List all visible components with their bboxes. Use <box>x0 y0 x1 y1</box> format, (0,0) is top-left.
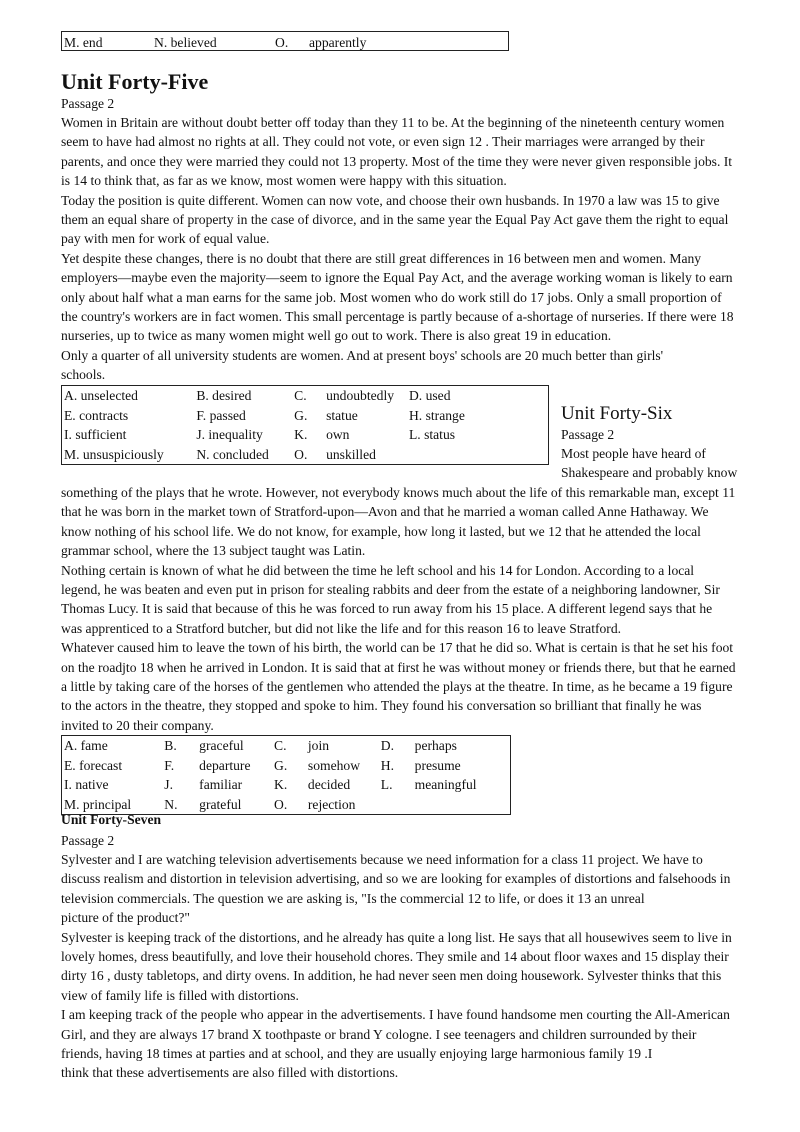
text-line: schools. <box>61 367 106 383</box>
text-line: that he was born in the market town of Stratford-upon—Avon and that he married a woman called Anne Hathaway. We <box>61 504 709 520</box>
option-cell <box>413 795 511 815</box>
text-line: parents, and once they were married they could not 13 property. Most of the time they were never given responsible jobs. It <box>61 153 733 169</box>
text-line: think that these advertisements are also filled with distortions. <box>61 1065 399 1081</box>
top-options-table <box>61 31 509 51</box>
option-cell: K. <box>274 777 288 792</box>
text-line: Today the position is quite different. Women can now vote, and choose their own husbands. In 1970 a law was 15 to give <box>61 192 720 208</box>
text-line: television commercials. The question we are asking is, "Is the commercial 12 to life, or does it 13 an unreal <box>61 890 645 906</box>
text-line: dirty 16 , dusty tabletops, and dirty ovens. In addition, he had never seen men doing housework. Sylvester thinks that this <box>61 968 722 984</box>
unit-47-title: Unit Forty-Seven <box>61 812 162 827</box>
option-n: N. believed <box>154 35 217 50</box>
text-line: something of the plays that he wrote. However, not everybody knows much about the life of this remarkable man, except 11 <box>61 485 736 500</box>
text-line: on the roadjto 18 when he arrived in London. It is said that at first he was without money or friends there, but that he earned <box>61 659 736 675</box>
option-cell: I. sufficient <box>64 427 127 442</box>
text-line: Only a quarter of all university students are women. And at present boys' schools are 20 much better than girls' <box>61 347 664 363</box>
text-line: Shakespeare and probably know <box>561 465 738 481</box>
option-cell <box>407 445 549 465</box>
option-m: M. end <box>64 35 103 50</box>
option-cell: C. <box>274 738 287 753</box>
option-cell: unskilled <box>326 446 376 462</box>
option-cell: departure <box>199 757 251 773</box>
option-cell: M. principal <box>64 796 132 812</box>
table-row <box>62 406 549 426</box>
text-line: know nothing of his school life. We do not know, for example, how long it lasted, but we 12 that he attended the local <box>61 523 701 539</box>
text-line: to the actors in the theatre, they stopped and spoke to him. They found his conversation so brilliant that finally he was <box>61 698 702 714</box>
option-cell: H. strange <box>408 407 465 423</box>
text-line: Sylvester and I are watching television advertisements because we need information for a class 11 project. We have to <box>61 852 703 867</box>
option-cell: O. <box>274 796 288 812</box>
text-line: the country's workers are in fact women. This small percentage is partly because of a-shortage of nurseries. If there were 18 <box>61 309 734 325</box>
text-line: grammar school, where the 13 subject taught was Latin. <box>61 543 366 559</box>
text-line: lovely homes, dress beautifully, and love their household chores. They smile and 14 about floor waxes and 15 display their <box>61 949 729 965</box>
text-line: discuss realism and distortion in television advertising, and so we are looking for examples of distortions and falsehoods in <box>61 871 731 887</box>
option-o-letter: O. <box>275 35 289 50</box>
text-line: Women in Britain are without doubt better off today than they 11 to be. At the beginning of the nineteenth century women <box>61 115 725 130</box>
option-cell: M. unsuspiciously <box>64 446 164 462</box>
option-cell: B. <box>164 738 177 753</box>
option-cell: G. <box>294 407 308 423</box>
option-cell: familiar <box>199 777 243 792</box>
option-cell: E. forecast <box>64 757 123 773</box>
text-line: I am keeping track of the people who appear in the advertisements. I have found handsome men courting the All-American <box>61 1007 730 1023</box>
table-row <box>62 756 511 776</box>
table-row <box>62 386 549 406</box>
text-line: a little by taking care of the horses of the gentlemen who attended the plays at the theatre. In time, as he became a 19 figure <box>61 679 733 695</box>
option-cell: L. status <box>408 427 456 442</box>
option-cell: own <box>326 427 350 442</box>
text-line: employers—maybe even the majority—seem to ignore the Equal Pay Act, and the average working woman is likely to earn <box>61 270 733 286</box>
unit-45-passage-label: Passage 2 <box>61 96 115 111</box>
option-cell: B. desired <box>196 388 252 403</box>
unit-46-options-table <box>61 735 511 815</box>
option-cell: presume <box>414 757 461 773</box>
option-cell: N. <box>164 796 178 812</box>
option-cell: join <box>307 738 330 753</box>
option-cell: E. contracts <box>64 407 129 423</box>
option-cell: J. <box>164 777 173 792</box>
option-cell: statue <box>326 407 358 423</box>
text-line: nurseries, up to twice as many women might well go out to work. There is also great 19 in education. <box>61 328 612 344</box>
option-cell: F. <box>164 757 175 773</box>
option-cell: perhaps <box>414 738 457 753</box>
option-cell: A. unselected <box>64 388 138 403</box>
option-cell: D. <box>380 738 394 753</box>
option-o-word: apparently <box>309 35 367 50</box>
text-line: them an equal share of property in the case of divorce, and in the same year the Equal Pay Act gave them the right to equal <box>61 212 729 228</box>
table-row <box>62 775 511 795</box>
text-line: Nothing certain is known of what he did between the time he left school and his 14 for London. According to a local <box>61 562 695 578</box>
text-line: was apprenticed to a Stratford butcher, but did not like the life and for this reason 16 to leave Stratford. <box>61 620 622 636</box>
option-cell: graceful <box>199 738 244 753</box>
text-line: is 14 to think that, as far as we know, most women were happy with this situation. <box>61 173 507 189</box>
option-cell: J. inequality <box>196 427 263 442</box>
option-cell: D. used <box>408 388 451 403</box>
text-line: picture of the product?" <box>61 910 190 926</box>
text-line: Most people have heard of <box>561 446 706 461</box>
unit-45-title: Unit Forty-Five <box>61 69 209 94</box>
option-cell: L. <box>380 777 393 792</box>
option-cell: C. <box>294 388 307 403</box>
unit-47-passage-label: Passage 2 <box>61 833 115 848</box>
text-line: Thomas Lucy. It is said that because of this he was forced to run away from his 15 place. A different legend says that he <box>61 601 713 617</box>
text-line: friends, having 18 times at parties and at school, and they are usually enjoying large harmonious family 19 .I <box>61 1046 653 1062</box>
option-cell: A. fame <box>64 738 108 753</box>
option-cell: somehow <box>307 757 361 773</box>
text-line: Girl, and they are always 17 brand X toothpaste or brand Y cologne. I see teenagers and children surrounded by their <box>61 1026 697 1042</box>
option-cell: undoubtedly <box>326 388 395 403</box>
text-line: Whatever caused him to leave the town of his birth, the world can be 17 that he did so. What is certain is that he set his foot <box>61 640 734 656</box>
unit-45-passage-text <box>61 113 763 385</box>
unit-45-options-table <box>61 385 549 465</box>
unit-46-title: Unit Forty-Six <box>561 403 673 424</box>
text-line: only about half what a man earns for the same job. Most women who do work still do 17 jobs. Only a small proportion of <box>61 289 722 305</box>
text-line: Sylvester is keeping track of the distortions, and he already has quite a long list. He says that all housewives seem to live in <box>61 929 732 945</box>
text-line: view of family life is filled with distortions. <box>61 987 299 1003</box>
option-cell: rejection <box>307 796 356 812</box>
unit-46-side-text <box>561 444 771 483</box>
option-cell <box>379 795 413 815</box>
unit-46-passage-label: Passage 2 <box>561 427 615 442</box>
option-cell: meaningful <box>414 777 477 792</box>
option-cell: I. native <box>64 777 109 792</box>
text-line: Yet despite these changes, there is no doubt that there are still great differences in 16 between men and women. Many <box>61 250 702 266</box>
option-cell: F. passed <box>196 407 246 423</box>
option-cell: grateful <box>199 796 242 812</box>
unit-47-passage-text <box>61 850 763 1083</box>
option-cell: G. <box>274 757 288 773</box>
option-cell: O. <box>294 446 308 462</box>
option-cell: H. <box>380 757 394 773</box>
text-line: pay with men for work of equal value. <box>61 231 270 247</box>
unit-46-passage-text <box>61 483 763 735</box>
table-row <box>62 736 511 756</box>
table-row <box>62 425 549 445</box>
text-line: legend, he was beaten and even put in prison for stealing rabbits and deer from the estate of a neighboring landowner, Sir <box>61 582 720 598</box>
option-cell: decided <box>307 777 351 792</box>
table-row <box>62 445 549 465</box>
option-cell: N. concluded <box>196 446 269 462</box>
text-line: invited to 20 their company. <box>61 717 214 733</box>
text-line: seem to have had almost no rights at all. They could not vote, or even sign 12 . Their marriages were arranged by their <box>61 134 705 150</box>
option-cell: K. <box>294 427 308 442</box>
